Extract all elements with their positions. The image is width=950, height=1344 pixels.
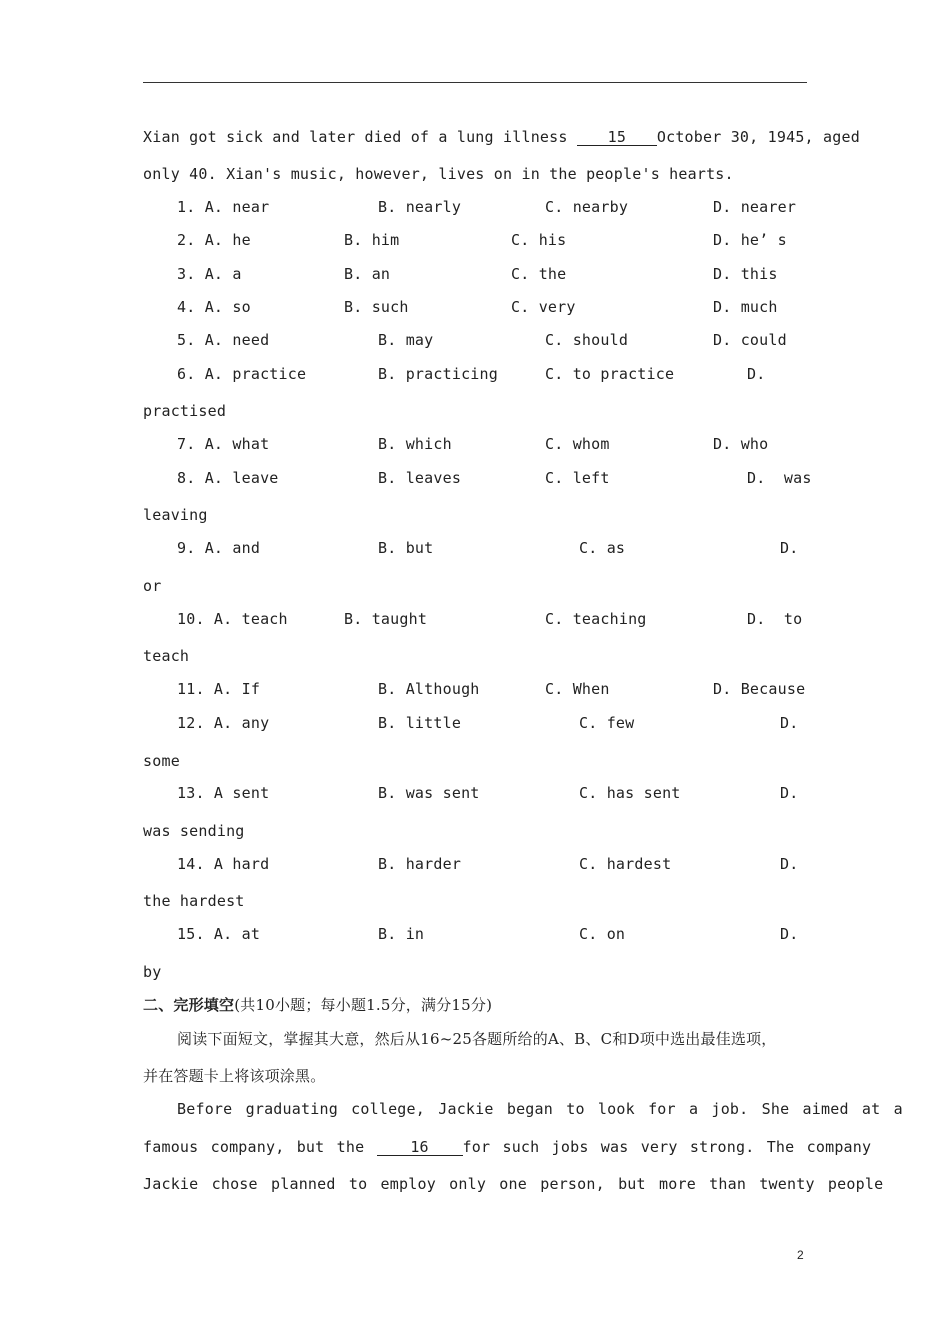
question-11-option-c: C. When [545,680,610,698]
question-10-option-c: C. teaching [545,610,647,628]
question-4-option-c: C. very [511,298,576,316]
question-1-a: 1. A. near [177,198,270,216]
passage-line-2: only 40. Xian's music, however, lives on in the people's hearts. [143,165,734,183]
question-9-option-c: C. as [579,539,626,557]
question-6-option-d: D. [747,365,766,383]
question-11-option-b: B. Although [378,680,480,698]
section-scoring: (共10小题；每小题1.5分，满分15分) [234,996,493,1014]
question-6-option-d-wrap: practised [143,402,227,420]
question-7-a: 7. A. what [177,435,270,453]
question-4-option-d: D. much [713,298,778,316]
question-13-option-c: C. has sent [579,784,681,802]
question-14-option-d-wrap: the hardest [143,892,245,910]
question-11-option-d: D. Because [713,680,806,698]
page-number: 2 [797,1248,804,1262]
question-10-option-d-wrap: teach [143,647,190,665]
question-5-option-d: D. could [713,331,787,349]
question-4-option-b: B. such [344,298,409,316]
question-9-option-d: D. [780,539,799,557]
question-13-option-b: B. was sent [378,784,480,802]
answer-blank-15: 15 [577,129,657,146]
question-2-option-b: B. him [344,231,400,249]
question-4-a: 4. A. so [177,298,251,316]
question-3-option-d: D. this [713,265,778,283]
question-13-option-d-wrap: was sending [143,822,245,840]
question-6-a: 6. A. practice [177,365,307,383]
question-7-option-c: C. whom [545,435,610,453]
question-5-a: 5. A. need [177,331,270,349]
question-11-a: 11. A. If [177,680,261,698]
question-7-option-b: B. which [378,435,452,453]
question-8-a: 8. A. leave [177,469,279,487]
question-6-option-c: C. to practice [545,365,675,383]
question-5-option-b: B. may [378,331,434,349]
question-15-option-d: D. [780,925,799,943]
question-13-a: 13. A sent [177,784,270,802]
question-3-option-c: C. the [511,265,567,283]
cloze-line-2 [143,1137,871,1157]
cloze-text: for such jobs was very strong. The company [462,1138,872,1156]
passage-line-1 [143,127,860,147]
question-15-option-c: C. on [579,925,626,943]
question-14-option-c: C. hardest [579,855,672,873]
question-2-option-c: C. his [511,231,567,249]
question-12-option-c: C. few [579,714,635,732]
section-title: 二、完形填空 [143,996,235,1014]
cloze-line-1: Before graduating college, Jackie began to look for a job. She aimed at a [177,1100,903,1118]
question-14-option-d: D. [780,855,799,873]
question-15-a: 15. A. at [177,925,261,943]
passage-text: October 30, 1945, aged [656,128,860,146]
question-10-option-d: D. to [747,610,803,628]
question-5-option-c: C. should [545,331,629,349]
question-8-option-d: D. was [747,469,812,487]
question-8-option-d-wrap: leaving [143,506,208,524]
passage-text: Xian got sick and later died of a lung illness [143,128,577,146]
question-7-option-d: D. who [713,435,769,453]
instruction-line-2: 并在答题卡上将该项涂黑。 [143,1067,326,1085]
question-8-option-c: C. left [545,469,610,487]
question-10-a: 10. A. teach [177,610,288,628]
question-15-option-d-wrap: by [143,963,162,981]
question-2-option-d: D. he’ s [713,231,787,249]
question-10-option-b: B. taught [344,610,428,628]
question-13-option-d: D. [780,784,799,802]
cloze-line-3: Jackie chose planned to employ only one person, but more than twenty people [143,1175,884,1193]
question-6-option-b: B. practicing [378,365,498,383]
question-12-option-b: B. little [378,714,462,732]
answer-blank-16: 16 [377,1139,463,1156]
question-14-a: 14. A hard [177,855,270,873]
question-8-option-b: B. leaves [378,469,462,487]
question-12-a: 12. A. any [177,714,270,732]
question-3-a: 3. A. a [177,265,242,283]
question-12-option-d: D. [780,714,799,732]
question-2-a: 2. A. he [177,231,251,249]
question-14-option-b: B. harder [378,855,462,873]
question-1-option-c: C. nearby [545,198,629,216]
cloze-text: famous company, but the [143,1138,377,1156]
instruction-line-1: 阅读下面短文，掌握其大意，然后从16~25各题所给的A、B、C和D项中选出最佳选项， [177,1030,777,1048]
header-rule [143,82,807,83]
question-9-a: 9. A. and [177,539,261,557]
question-3-option-b: B. an [344,265,391,283]
section-heading [143,995,492,1015]
question-1-option-d: D. nearer [713,198,797,216]
question-12-option-d-wrap: some [143,752,180,770]
question-1-option-b: B. nearly [378,198,462,216]
question-9-option-b: B. but [378,539,434,557]
question-15-option-b: B. in [378,925,425,943]
question-9-option-d-wrap: or [143,577,162,595]
